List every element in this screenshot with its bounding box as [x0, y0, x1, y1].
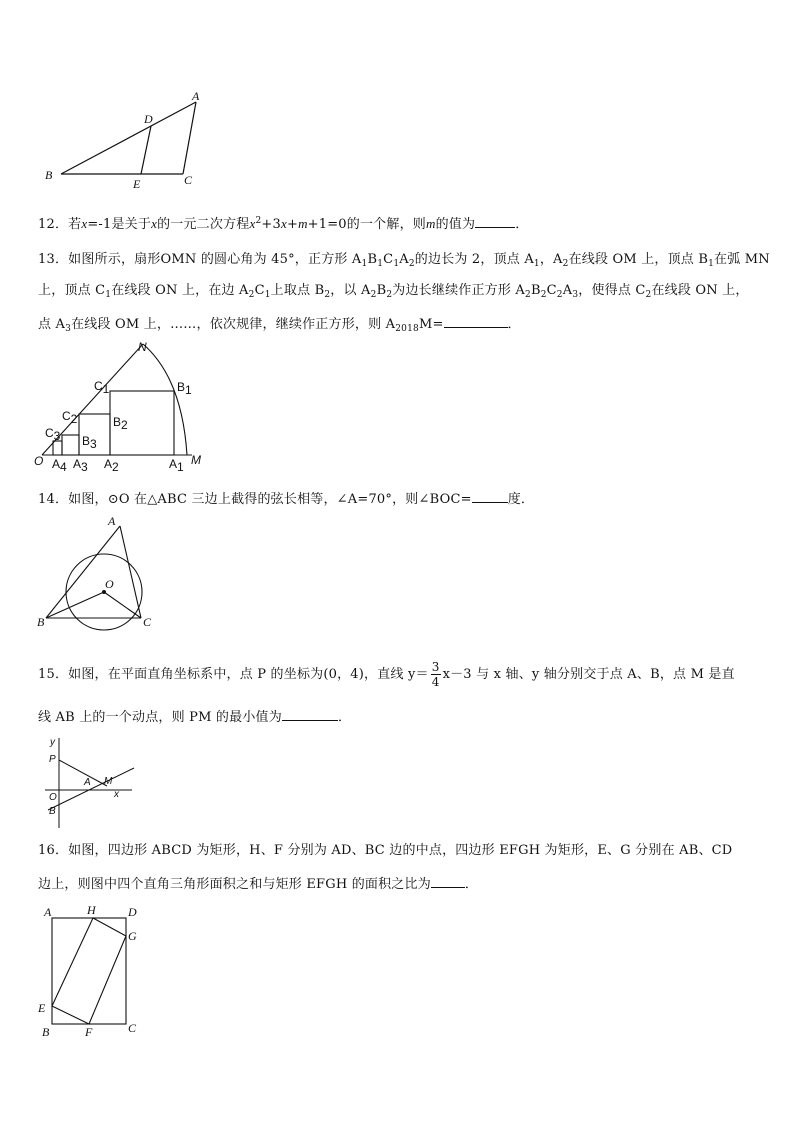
- label-f: F: [85, 1025, 93, 1039]
- label-c3: C3: [45, 426, 61, 443]
- label-h: H: [87, 903, 96, 917]
- rectangle-abcd: [52, 918, 126, 1024]
- figure-q16-rectangles: [36, 900, 148, 1040]
- label-a3: A3: [73, 457, 88, 474]
- segment-ab: [46, 526, 120, 618]
- label-a: A: [192, 89, 200, 103]
- segment-de: [141, 126, 151, 174]
- answer-blank-q15[interactable]: [282, 706, 338, 721]
- label-m: M: [104, 776, 113, 787]
- figure-q14-triangle-circle: [34, 512, 164, 634]
- figure-q11-triangle: [40, 88, 210, 193]
- label-o: O: [49, 792, 57, 803]
- label-a4: A4: [52, 457, 67, 474]
- label-c2: C2: [62, 409, 78, 426]
- question-15-line-2: 线 AB 上的一个动点，则 PM 的最小值为 ．: [38, 706, 351, 727]
- answer-blank-q12[interactable]: [475, 213, 515, 228]
- label-c: C: [143, 615, 152, 629]
- label-d: D: [144, 112, 153, 126]
- line-ab: [48, 768, 134, 810]
- label-o: O: [105, 577, 114, 591]
- label-b: B: [49, 806, 56, 817]
- label-e: E: [38, 1001, 46, 1015]
- label-c: C: [184, 173, 193, 187]
- label-o: O: [34, 454, 44, 468]
- question-16-line-1: 16．如图，四边形 ABCD 为矩形，H、F 分别为 AD、BC 边的中点，四边形 EFGH 为矩形，E、G 分别在 AB、CD: [38, 843, 733, 858]
- square-3: [62, 435, 79, 455]
- label-a: A: [44, 905, 52, 919]
- figure-q13-sector-squares: [32, 338, 212, 474]
- label-a2: A2: [104, 457, 119, 474]
- answer-blank-q14[interactable]: [472, 488, 508, 503]
- question-13-line-2: 上，顶点 $C_1$在线段 ON 上，在边 $A_2C_1$上取点 $B_2$，以 $A_2B_2$为边长继续作正方形 $A_2B_2C_2A_3$，使得点 $C_2$在线段 ON 上，: [38, 283, 749, 300]
- question-13-line-1: 13．如图所示，扇形OMN 的圆心角为 45°，正方形 $A_1B_1C_1A_2$的边长为 2，顶点 $A_1$，$A_2$在线段 OM 上，顶点 $B_1$在弧 MN: [38, 252, 770, 269]
- label-b: B: [42, 1025, 50, 1039]
- label-x: x: [114, 789, 119, 800]
- label-b2: B2: [113, 415, 128, 432]
- label-n: N: [138, 340, 147, 354]
- label-a: A: [84, 777, 91, 788]
- segment-ac: [183, 102, 196, 174]
- square-4: [53, 441, 62, 455]
- answer-blank-q16[interactable]: [431, 873, 465, 888]
- question-16-line-2: 边上，则图中四个直角三角形面积之和与矩形 EFGH 的面积之比为 ．: [38, 873, 478, 894]
- label-a: A: [108, 514, 116, 528]
- label-p: P: [49, 754, 56, 765]
- question-14: 14．如图，⊙O 在△ABC 三边上截得的弦长相等，∠A=70°，则∠BOC= 度．: [38, 488, 534, 509]
- label-a1: A1: [169, 457, 184, 474]
- label-b3: B3: [82, 434, 97, 451]
- label-m: M: [191, 453, 201, 467]
- segment-ac: [120, 526, 141, 618]
- question-13-line-3: 点 $A_3$在线段 OM 上，……，依次规律，继续作正方形，则 $A_{2018}M=$ ．: [38, 313, 521, 334]
- label-b1: B1: [177, 380, 192, 397]
- label-b: B: [45, 168, 53, 182]
- label-g: G: [128, 929, 137, 943]
- segment-ob: [46, 592, 104, 618]
- label-c: C: [128, 1021, 137, 1035]
- question-15-line-1: 15．如图，在平面直角坐标系中，点 P 的坐标为(0，4)，直线 y＝ $\frac{3}{4}$ x－3 与 x 轴、y 轴分别交于点 A、B，点 M 是直: [38, 660, 735, 689]
- label-b: B: [37, 615, 45, 629]
- answer-blank-q13[interactable]: [444, 313, 508, 328]
- label-d: D: [128, 905, 137, 919]
- figure-q15-coordinate: [40, 734, 140, 832]
- label-y: y: [50, 737, 55, 748]
- label-e: E: [133, 177, 141, 191]
- label-c1: C1: [94, 379, 110, 396]
- segment-pm: [59, 760, 107, 786]
- rectangle-efgh: [52, 918, 126, 1024]
- segment-ba: [61, 102, 196, 174]
- arc-mn: [143, 344, 187, 455]
- fraction-3-4: $\frac{3}{4}$: [431, 660, 440, 689]
- question-12: 12．若x=-1是关于x的一元二次方程$x^2+3x+m+1=0$的一个解，则m的值为 ．: [38, 213, 528, 234]
